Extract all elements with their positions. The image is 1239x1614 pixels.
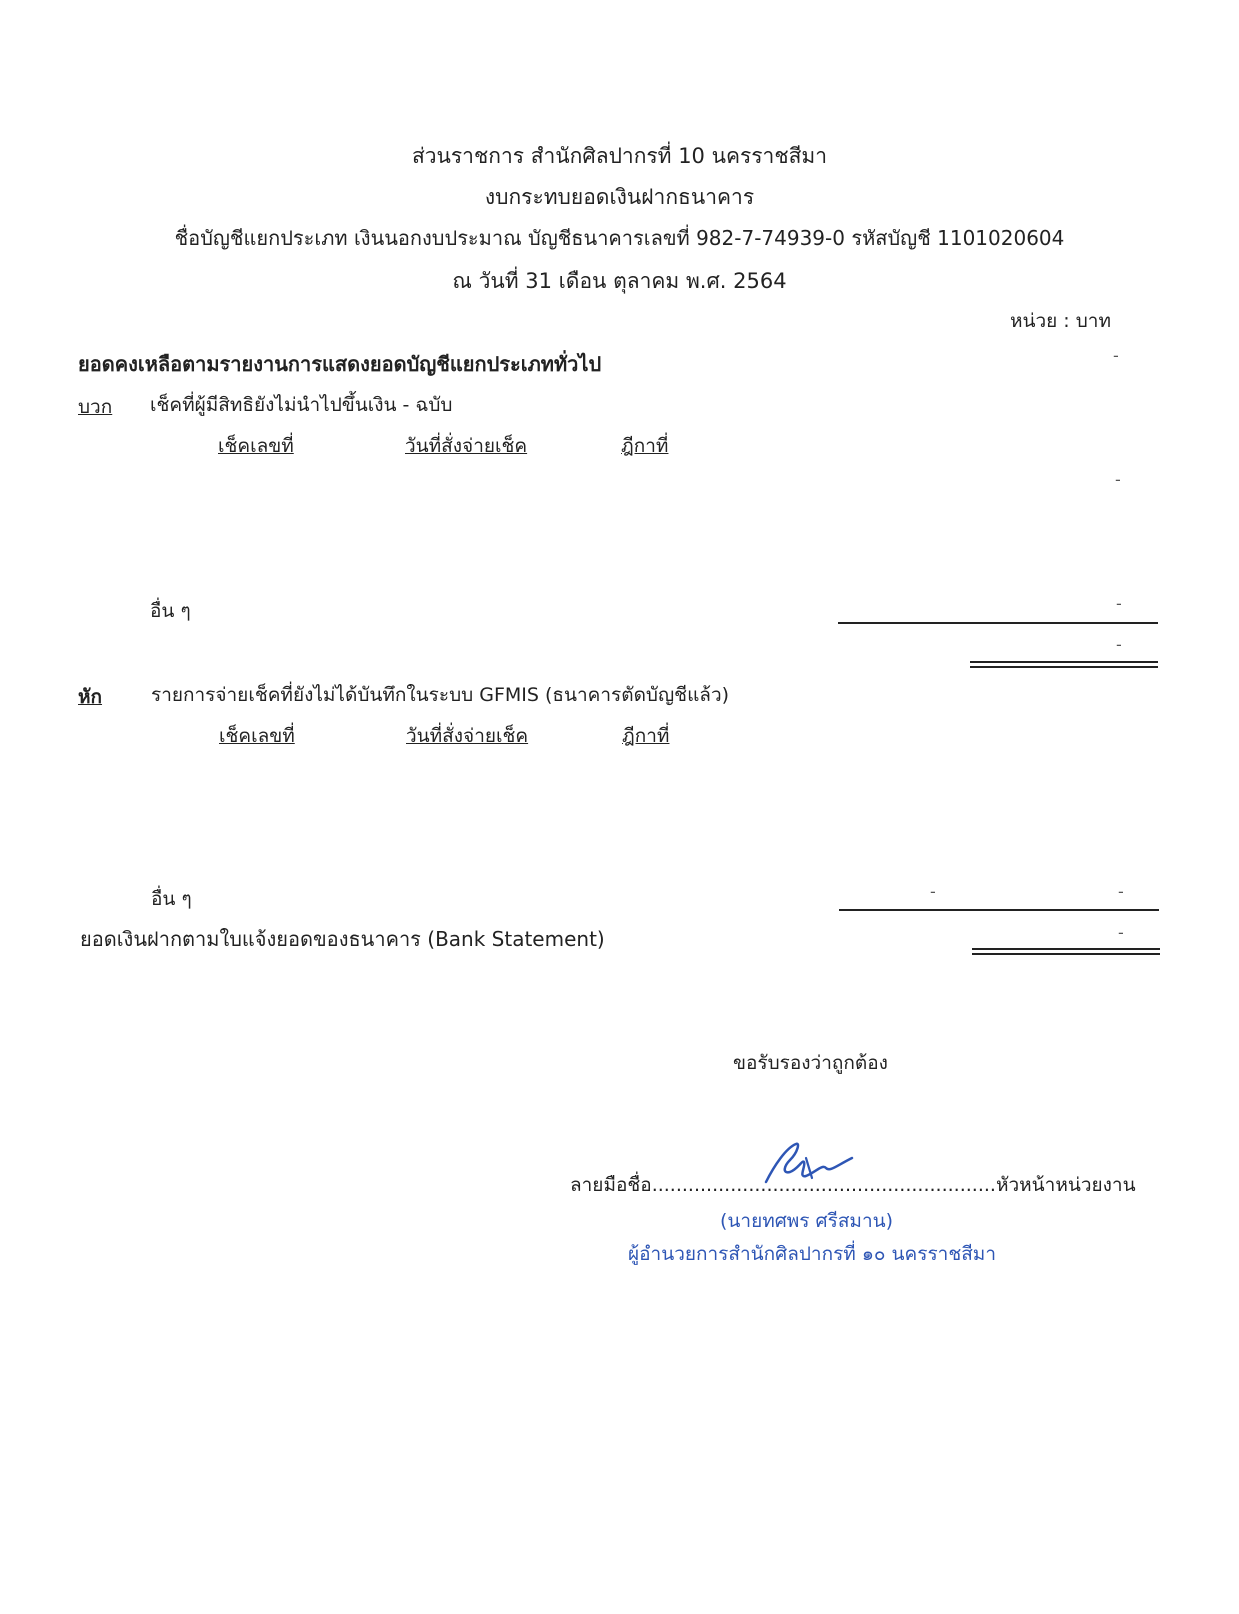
deduct-label: หัก	[78, 686, 103, 708]
deduct-other-label: อื่น ๆ	[151, 888, 192, 910]
add-col-check-no: เช็คเลขที่	[218, 435, 294, 457]
header-line-3: ชื่อบัญชีแยกประเภท เงินนอกงบประมาณ บัญชีธนาคารเลขที่ 982-7-74939-0 รหัสบัญชี 1101020604	[174, 226, 1065, 250]
signer-title: ผู้อำนวยการสำนักศิลปากรที่ ๑๐ นครราชสีมา	[628, 1243, 997, 1265]
add-other-value: -	[1116, 594, 1122, 613]
add-col-receipt-no: ฎีกาที่	[621, 435, 669, 457]
balance-label: ยอดคงเหลือตามรายงานการแสดงยอดบัญชีแยกประเภททั่วไป	[78, 352, 602, 376]
header-line-4: ณ วันที่ 31 เดือน ตุลาคม พ.ศ. 2564	[452, 269, 787, 293]
add-double-underline-top	[970, 661, 1158, 663]
handwritten-signature	[760, 1138, 860, 1188]
deduct-description: รายการจ่ายเช็คที่ยังไม่ได้บันทึกในระบบ GFMIS (ธนาคารตัดบัญชีแล้ว)	[151, 684, 730, 706]
add-col-check-date: วันที่สั่งจ่ายเช็ค	[405, 435, 528, 457]
deduct-col-receipt-no: ฎีกาที่	[622, 725, 670, 747]
signer-name: (นายทศพร ศรีสมาน)	[720, 1210, 894, 1232]
signature-dots: .........................................................	[651, 1174, 996, 1196]
deduct-other-value: -	[930, 882, 936, 901]
deduct-col-check-no: เช็คเลขที่	[219, 725, 295, 747]
balance-value: -	[1113, 346, 1119, 365]
unit-label: หน่วย : บาท	[1009, 310, 1111, 332]
bank-statement-label: ยอดเงินฝากตามใบแจ้งยอดของธนาคาร (Bank Statement)	[80, 927, 605, 951]
certify-text: ขอรับรองว่าถูกต้อง	[733, 1052, 888, 1074]
add-subtotal-value: -	[1116, 635, 1122, 654]
add-label: บวก	[78, 396, 113, 418]
bank-statement-value: -	[1118, 923, 1124, 942]
add-other-label: อื่น ๆ	[150, 600, 191, 622]
header-line-2: งบกระทบยอดเงินฝากธนาคาร	[484, 185, 755, 209]
header-line-1: ส่วนราชการ สำนักศิลปากรที่ 10 นครราชสีมา	[411, 144, 828, 168]
add-description: เช็คที่ผู้มีสิทธิยังไม่นำไปขึ้นเงิน - ฉบับ	[150, 394, 453, 416]
signature-prefix: ลายมือชื่อ	[570, 1174, 652, 1196]
add-double-underline-bottom	[970, 666, 1158, 668]
add-subtotal-underline	[838, 622, 1158, 624]
deduct-subtotal-value: -	[1118, 882, 1124, 901]
add-cheques-value: -	[1115, 470, 1121, 489]
bank-double-underline-top	[972, 948, 1160, 950]
signature-position: หัวหน้าหน่วยงาน	[995, 1174, 1136, 1196]
deduct-subtotal-underline	[839, 909, 1159, 911]
bank-double-underline-bottom	[972, 953, 1160, 955]
deduct-col-check-date: วันที่สั่งจ่ายเช็ค	[406, 725, 529, 747]
